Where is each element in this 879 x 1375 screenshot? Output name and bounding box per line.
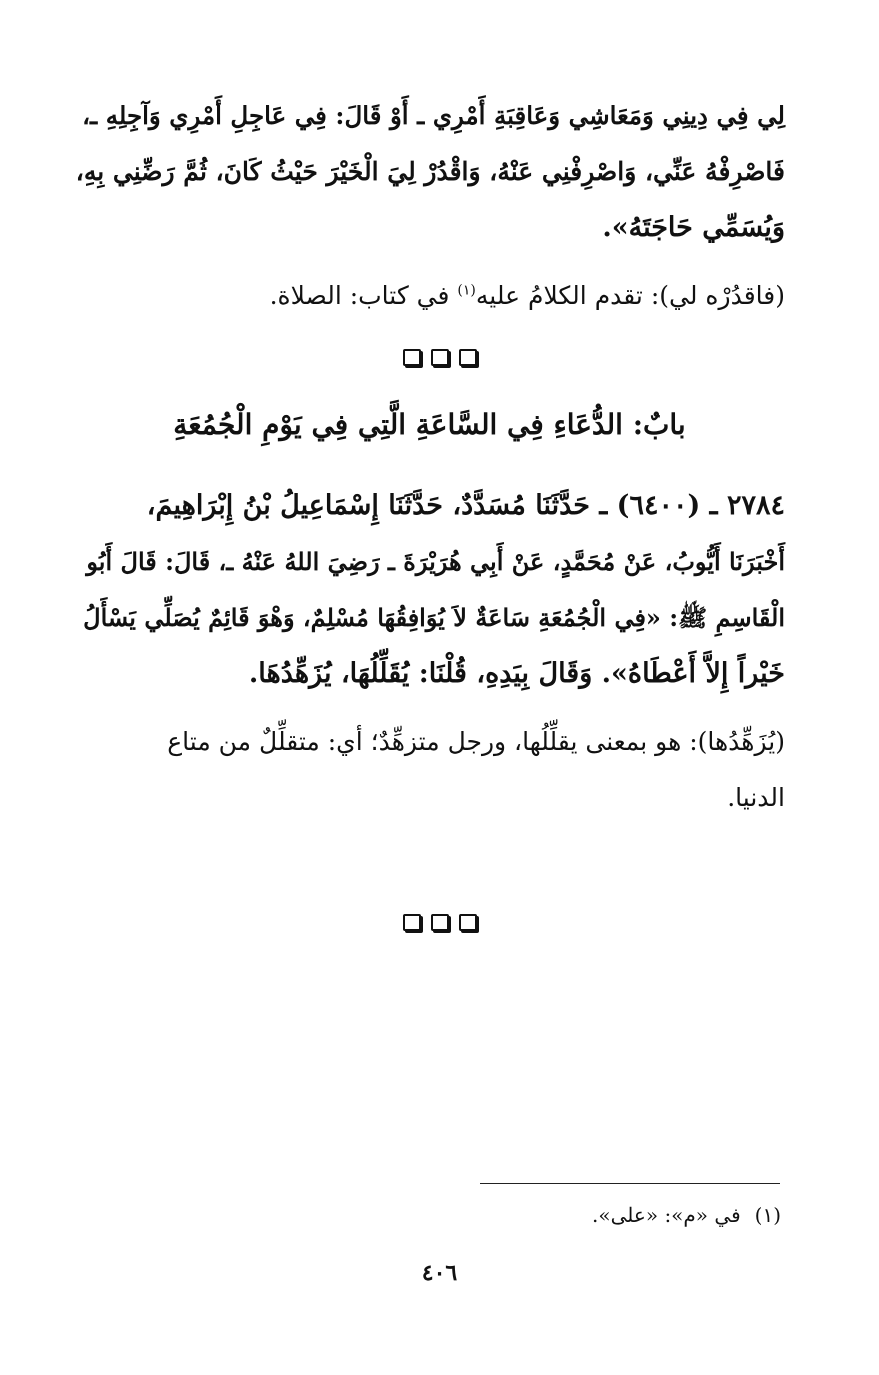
hadith-line: أَخْبَرَنَا أَيُّوبُ، عَنْ مُحَمَّدٍ، عَنْ أَبِي هُرَيْرَةَ ـ رَضِيَ اللهُ عَنْهُ ـ، قَالَ: قَالَ أَبُو [86,547,785,576]
page-number: ٤٠٦ [421,1260,458,1286]
footnote-text: في «م»: «على». [592,1203,741,1227]
square-ornament-icon [431,914,449,931]
hadith-line: فَاصْرِفْهُ عَنِّي، وَاصْرِفْنِي عَنْهُ، وَاقْدُرْ لِيَ الْخَيْرَ حَيْثُ كَانَ، ثُمَّ رَضِّنِي بِهِ، [75,157,785,186]
commentary-paragraph [74,268,785,324]
footnote-reference: (١) [457,282,476,299]
hadith-continuation [74,88,785,256]
hadith-line: الْقَاسِمِ ﷺ: «فِي الْجُمُعَةِ سَاعَةٌ لاَ يُوَافِقُهَا مُسْلِمٌ، وَهْوَ قَائِمٌ يُصَلِّي يَسْأَلُ [83,603,785,632]
commentary-line: (يُزَهِّدُها): هو بمعنى يقلِّلُها، ورجل متزهِّدٌ؛ أي: متقلِّلٌ من متاع [167,727,785,756]
square-ornament-icon [459,914,477,931]
hadith-line: وَيُسَمِّي حَاجَتَهُ». [602,212,785,243]
commentary-paragraph [74,714,785,826]
square-ornament-icon [459,349,477,366]
hadith-line: لِي فِي دِينِي وَمَعَاشِي وَعَاقِبَةِ أَمْرِي ـ أَوْ قَالَ: فِي عَاجِلِ أَمْرِي وَآجِلِهِ ـ، [82,101,785,130]
chapter-title: الدُّعَاءِ فِي السَّاعَةِ الَّتِي فِي يَوْمِ الْجُمُعَةِ [173,408,623,441]
footnote-number: (١) [754,1203,781,1227]
commentary-lead: (فاقدُرْه لي): تقدم الكلامُ عليه [475,281,785,310]
hadith-line: خَيْراً إِلاَّ أَعْطَاهُ». وَقَالَ بِيَدِهِ، قُلْنَا: يُقَلِّلُهَا، يُزَهِّدُهَا. [248,658,785,689]
square-ornament-icon [403,349,421,366]
commentary-line [74,268,785,324]
chapter-label: بابٌ: [632,408,686,441]
chapter-heading [74,408,785,441]
section-separator [0,349,879,366]
hadith-line: ٢٧٨٤ ـ (٦٤٠٠) ـ حَدَّثَنَا مُسَدَّدٌ، حَدَّثَنَا إِسْمَاعِيلُ بْنُ إِبْرَاهِيمَ، [146,490,785,521]
square-ornament-icon [431,349,449,366]
commentary-line: الدنيا. [727,783,785,812]
footnote-divider [480,1183,780,1184]
square-ornament-icon [403,914,421,931]
commentary-tail: في كتاب: الصلاة. [269,281,458,310]
footnote [592,1200,781,1230]
hadith-2784 [74,478,785,702]
section-separator [0,914,879,931]
